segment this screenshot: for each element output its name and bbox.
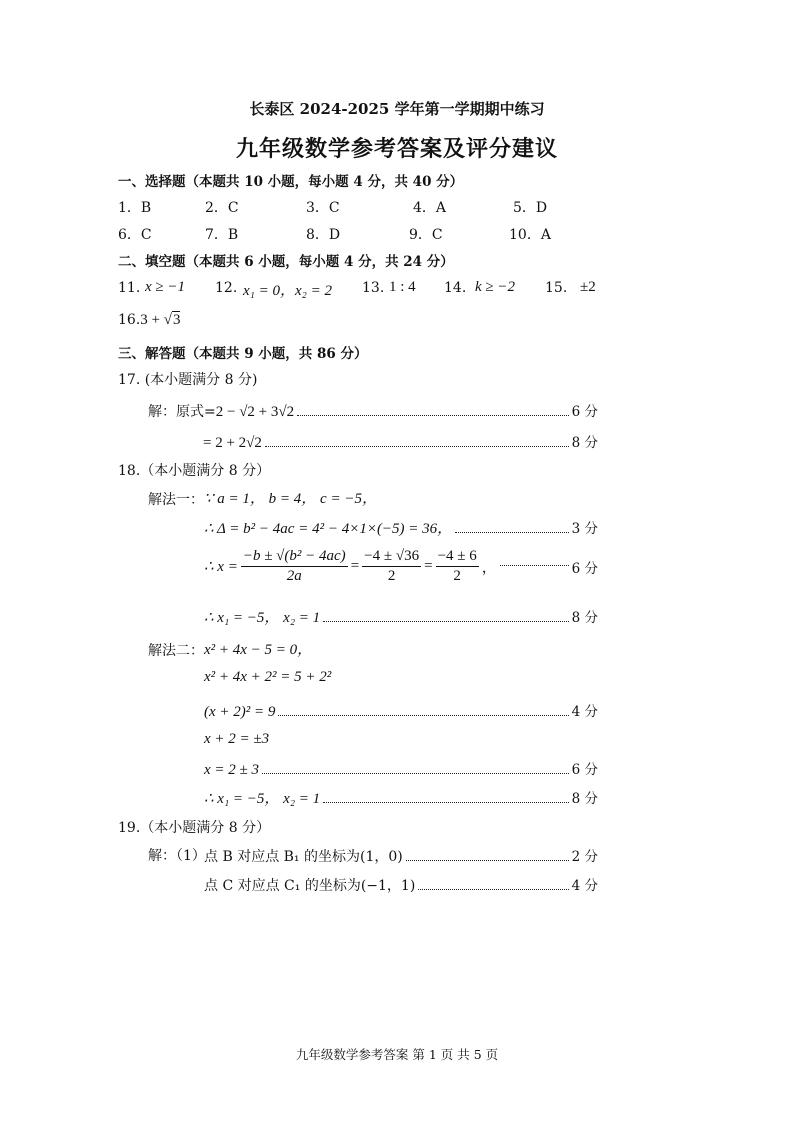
simplified-fraction: [436, 548, 479, 585]
q17-line1-label: 解：原式=: [148, 404, 216, 420]
answer-3: 3．C: [306, 200, 340, 216]
q17-line1-expr: 2 − √2 + 3√2: [215, 404, 295, 420]
answer-6: 6．C: [118, 227, 152, 243]
leader-dots: [297, 414, 568, 416]
q18-m2-line3-score: 4 分: [571, 704, 598, 720]
q18-m2-line6-expr: ∴ x₁ = −5， x₂ = 1: [204, 791, 321, 807]
q17-line1-score: 6 分: [571, 404, 598, 420]
q13-answer: 1 : 4: [389, 279, 416, 295]
document-subtitle: 九年级数学参考答案及评分建议: [235, 136, 558, 162]
answer-1: 1．B: [118, 200, 152, 216]
q14-answer: k ≥ −2: [475, 279, 516, 295]
fraction-denominator: 2: [453, 568, 461, 584]
leader-dots: [262, 772, 569, 774]
q14-label: 14.: [444, 280, 467, 296]
quadratic-formula-fraction: [241, 548, 348, 585]
q18-m1-line2-score: 3 分: [571, 521, 598, 537]
q11-answer: x ≥ −1: [145, 279, 186, 295]
q18-m2-line5-score: 6 分: [571, 762, 598, 778]
answer-4: 4．A: [413, 200, 447, 216]
q12-answer: x₁ = 0，x₂ = 2: [243, 283, 332, 299]
leader-dots: [455, 531, 568, 533]
q18-m1-line3-prefix: ∴ x =: [204, 559, 238, 575]
leader-dots: [418, 888, 568, 890]
q18-m1-line4: [204, 606, 598, 627]
q15-label: 15.: [545, 280, 568, 296]
q19-line1-text: 点 B 对应点 B₁ 的坐标为(1，0): [204, 849, 403, 865]
q18-m1-line2: [204, 517, 598, 538]
leader-dots: [265, 445, 569, 447]
answer-8: 8．D: [306, 227, 341, 243]
q15-answer: ±2: [580, 279, 596, 295]
q16-prefix: 3 +: [140, 312, 164, 328]
q18-method1-label: 解法一：: [148, 492, 204, 508]
q18-m2-line5: [204, 758, 598, 779]
q18-m2-line6: [204, 787, 598, 808]
q18-m2-line3: [204, 700, 598, 721]
q18-title: 18.（本小题满分 8 分）: [118, 463, 271, 479]
section2-heading: 二、填空题（本题共 6 小题，每小题 4 分，共 24 分）: [118, 254, 454, 270]
page-footer: 九年级数学参考答案 第 1 页 共 5 页: [295, 1047, 499, 1062]
q19-title: 19.（本小题满分 8 分）: [118, 820, 271, 836]
leader-dots: [500, 564, 569, 566]
section3-heading: 三、解答题（本题共 9 小题，共 86 分）: [118, 346, 368, 362]
q19-line1-score: 2 分: [571, 849, 598, 865]
fraction-numerator: −4 ± √36: [362, 548, 421, 567]
q19-line1-label: 解：（1）: [148, 848, 206, 864]
q18-m1-line4-score: 8 分: [571, 610, 598, 626]
fraction-numerator: −4 ± 6: [436, 548, 479, 567]
fraction-denominator: 2: [387, 568, 396, 584]
leader-dots: [323, 801, 568, 803]
substituted-fraction: [362, 548, 421, 585]
q18-m1-line2-expr: ∴ Δ = b² − 4ac = 4² − 4×1×(−5) = 36，: [204, 521, 453, 537]
leader-dots: [406, 859, 569, 861]
q18-m2-line6-score: 8 分: [571, 791, 598, 807]
leader-dots: [323, 620, 568, 622]
q19-line2-score: 4 分: [571, 878, 598, 894]
q18-m1-line1: ∵ a = 1， b = 4， c = −5，: [204, 491, 377, 507]
q18-m2-line2: x² + 4x + 2² = 5 + 2²: [204, 669, 332, 685]
q16-root: 3: [172, 312, 181, 328]
q19-line2-text: 点 C 对应点 C₁ 的坐标为(−1，1): [204, 878, 416, 894]
answer-9: 9．C: [409, 227, 443, 243]
q12-label: 12.: [215, 280, 238, 296]
q18-m1-line4-expr: ∴ x₁ = −5， x₂ = 1: [204, 610, 321, 626]
q18-m2-line4: x + 2 = ±3: [204, 731, 270, 747]
q17-line2-score: 8 分: [571, 435, 598, 451]
leader-dots: [278, 714, 568, 716]
q11-label: 11.: [118, 280, 141, 296]
q16-label: 16.: [118, 312, 141, 328]
q18-m2-line5-expr: x = 2 ± 3: [204, 762, 260, 778]
q13-label: 13.: [362, 280, 385, 296]
q18-m1-line3: ∴ x = $\frac{\text{−b ± √(b² − 4ac)}}{2a}$ = $\frac{-4 \pm √36}{2}$ = $\frac{-4 \pm 6}{2}$ ， 6 分: [204, 548, 598, 584]
answer-2: 2．C: [205, 200, 239, 216]
fraction-denominator: 2a: [286, 568, 302, 584]
q19-line1: [204, 845, 598, 866]
q19-line2: [204, 874, 598, 895]
q18-m2-line3-expr: (x + 2)² = 9: [204, 704, 276, 720]
q17-line1: [148, 400, 598, 421]
q16-answer: 16.3 + √3: [118, 312, 181, 328]
q18-m1-line3-score: 6 分: [571, 560, 598, 577]
q18-m2-line1: x² + 4x − 5 = 0，: [204, 642, 313, 658]
q18-method2-label: 解法二：: [148, 643, 204, 659]
answer-10: 10．A: [509, 227, 551, 243]
answer-7: 7．B: [205, 227, 239, 243]
q17-line2: [203, 431, 598, 452]
document-title: 长泰区 2024-2025 学年第一学期期中练习: [249, 100, 545, 118]
section1-heading: 一、选择题（本题共 10 小题，每小题 4 分，共 40 分）: [118, 174, 464, 190]
q17-line2-expr: = 2 + 2√2: [203, 435, 262, 451]
answer-5: 5．D: [513, 200, 548, 216]
q17-title: 17. (本小题满分 8 分): [118, 372, 258, 388]
fraction-numerator: −b ± √(b² − 4ac): [241, 548, 348, 567]
